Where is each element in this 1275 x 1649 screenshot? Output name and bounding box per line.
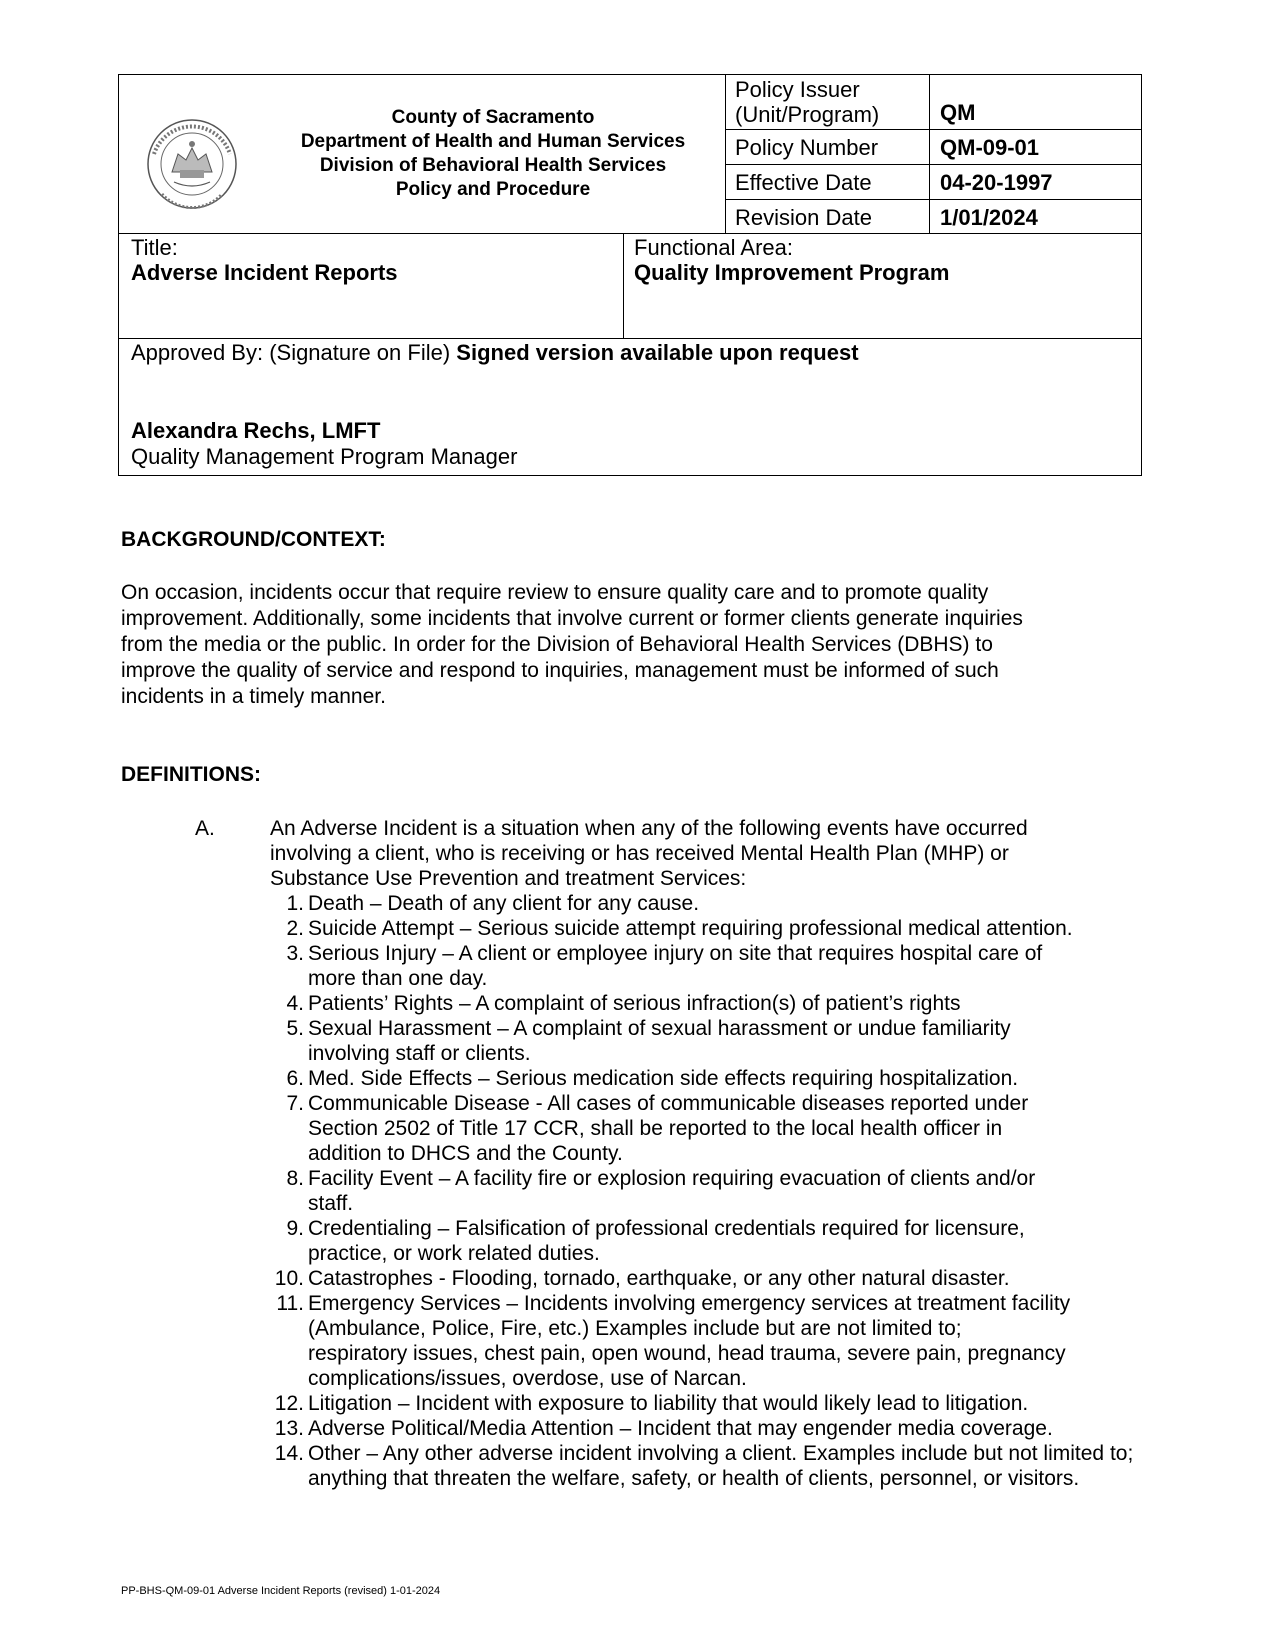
list-item-number: 10. — [274, 1267, 304, 1290]
list-item — [270, 1266, 1221, 1291]
table-divider — [929, 74, 930, 234]
intro-line: Substance Use Prevention and treatment Services: — [270, 867, 747, 890]
background-heading: BACKGROUND/CONTEXT: — [121, 528, 386, 551]
list-item — [270, 1291, 1221, 1391]
list-item-line: (Ambulance, Police, Fire, etc.) Examples include but are not limited to; — [308, 1317, 962, 1340]
definition-letter: A. — [195, 817, 215, 840]
list-item-line: Communicable Disease - All cases of communicable diseases reported under — [308, 1092, 1029, 1115]
definition-a — [121, 816, 1221, 1491]
functional-area-label: Functional Area: — [634, 235, 793, 260]
approved-by-line — [131, 340, 859, 365]
field-label-line: Policy Issuer — [735, 77, 860, 102]
list-item-line: Credentialing – Falsification of professional credentials required for licensure, — [308, 1217, 1025, 1240]
list-item-number: 12. — [274, 1392, 304, 1415]
list-item — [270, 941, 1221, 991]
list-item-number: 5. — [286, 1017, 304, 1040]
county-seal-icon — [146, 114, 238, 214]
list-item — [270, 991, 1221, 1016]
intro-line: involving a client, who is receiving or has received Mental Health Plan (MHP) or — [270, 842, 1009, 865]
paragraph-line: On occasion, incidents occur that require review to ensure quality care and to promote quality — [121, 581, 989, 604]
list-item-line: addition to DHCS and the County. — [308, 1142, 623, 1165]
table-border-bottom — [118, 475, 1142, 476]
list-item-line: staff. — [308, 1192, 354, 1215]
list-item — [270, 1066, 1221, 1091]
approved-by-note: Signed version available upon request — [456, 340, 859, 365]
list-item-line: Emergency Services – Incidents involving emergency services at treatment facility — [308, 1292, 1071, 1315]
list-item — [270, 1441, 1221, 1491]
org-line: Policy and Procedure — [395, 179, 591, 200]
list-item-line: Med. Side Effects – Serious medication side effects requiring hospitalization. — [308, 1067, 1019, 1090]
definition-intro — [270, 816, 1221, 891]
paragraph-line: improvement. Additionally, some incidents that involve current or former clients generate inquiries — [121, 607, 1023, 630]
intro-line: An Adverse Incident is a situation when any of the following events have occurred — [270, 817, 1028, 840]
list-item — [270, 1416, 1221, 1441]
field-label-policy-issuer — [735, 77, 879, 127]
list-item-number: 9. — [286, 1217, 304, 1240]
field-value-effective-date: 04-20-1997 — [940, 170, 1053, 195]
table-divider — [725, 129, 1142, 130]
paragraph-line: from the media or the public. In order for the Division of Behavioral Health Services (DBHS) to — [121, 633, 993, 656]
list-item-line: more than one day. — [308, 967, 488, 990]
list-item-number: 4. — [286, 992, 304, 1015]
list-item-line: anything that threaten the welfare, safety, or health of clients, personnel, or visitors. — [308, 1467, 1080, 1490]
table-border-top — [118, 74, 1142, 75]
list-item-number: 14. — [274, 1442, 304, 1465]
field-value-policy-issuer: QM — [940, 100, 976, 125]
table-border-right — [1141, 74, 1142, 476]
table-divider — [725, 74, 726, 234]
title-value: Adverse Incident Reports — [131, 260, 398, 285]
list-item — [270, 1391, 1221, 1416]
list-item-number: 7. — [286, 1092, 304, 1115]
list-item-number: 6. — [286, 1067, 304, 1090]
list-item-line: Serious Injury – A client or employee injury on site that requires hospital care of — [308, 942, 1043, 965]
field-label-revision-date: Revision Date — [735, 205, 872, 230]
list-item — [270, 1091, 1221, 1166]
list-item — [270, 1016, 1221, 1066]
list-item-number: 2. — [286, 917, 304, 940]
list-item-line: Section 2502 of Title 17 CCR, shall be reported to the local health officer in — [308, 1117, 1003, 1140]
list-item-line: complications/issues, overdose, use of Narcan. — [308, 1367, 747, 1390]
approved-by-label: Approved By: (Signature on File) — [131, 340, 451, 365]
list-item — [270, 916, 1221, 941]
list-item-number: 3. — [286, 942, 304, 965]
document-footer: PP-BHS-QM-09-01 Adverse Incident Reports (revised) 1-01-2024 — [121, 1585, 441, 1597]
table-border-left — [118, 74, 119, 476]
org-line: County of Sacramento — [391, 107, 595, 128]
list-item — [270, 1216, 1221, 1266]
paragraph-line: improve the quality of service and respond to inquiries, management must be informed of such — [121, 659, 999, 682]
incident-type-list — [270, 891, 1221, 1491]
field-label-effective-date: Effective Date — [735, 170, 872, 195]
list-item-line: Death – Death of any client for any cause. — [308, 892, 700, 915]
list-item-line: Suicide Attempt – Serious suicide attempt requiring professional medical attention. — [308, 917, 1073, 940]
paragraph-line: incidents in a timely manner. — [121, 685, 386, 708]
approver-name: Alexandra Rechs, LMFT — [131, 418, 381, 443]
functional-area-value: Quality Improvement Program — [634, 260, 950, 285]
table-divider — [623, 233, 624, 338]
list-item-line: involving staff or clients. — [308, 1042, 531, 1065]
list-item-number: 13. — [274, 1417, 304, 1440]
list-item-line: Catastrophes - Flooding, tornado, earthquake, or any other natural disaster. — [308, 1267, 1010, 1290]
list-item-line: Sexual Harassment – A complaint of sexual harassment or undue familiarity — [308, 1017, 1011, 1040]
table-divider — [725, 164, 1142, 165]
list-item-line: Other – Any other adverse incident involving a client. Examples include but not limited to; — [308, 1442, 1134, 1465]
definitions-heading: DEFINITIONS: — [121, 763, 261, 786]
list-item-number: 11. — [276, 1292, 304, 1315]
list-item-line: practice, or work related duties. — [308, 1242, 600, 1265]
list-item-number: 8. — [286, 1167, 304, 1190]
field-value-revision-date: 1/01/2024 — [940, 205, 1038, 230]
list-item-line: Patients’ Rights – A complaint of serious infraction(s) of patient’s rights — [308, 992, 961, 1015]
field-label-policy-number: Policy Number — [735, 135, 879, 160]
list-item-line: Facility Event – A facility fire or explosion requiring evacuation of clients and/or — [308, 1167, 1036, 1190]
field-label-line: (Unit/Program) — [735, 102, 880, 127]
table-divider — [118, 338, 1142, 339]
title-label: Title: — [131, 235, 178, 260]
list-item-number: 1. — [286, 892, 304, 915]
org-line: Department of Health and Human Services — [300, 131, 686, 152]
list-item-line: respiratory issues, chest pain, open wound, head trauma, severe pain, pregnancy — [308, 1342, 1066, 1365]
field-value-policy-number: QM-09-01 — [940, 135, 1040, 160]
list-item-line: Litigation – Incident with exposure to liability that would likely lead to litigation. — [308, 1392, 1029, 1415]
list-item-line: Adverse Political/Media Attention – Incident that may engender media coverage. — [308, 1417, 1053, 1440]
list-item — [270, 1166, 1221, 1216]
approver-title: Quality Management Program Manager — [131, 444, 518, 469]
table-divider — [725, 199, 1142, 200]
org-heading — [270, 106, 716, 202]
list-item — [270, 891, 1221, 916]
table-divider — [118, 233, 1142, 234]
definitions-list — [121, 816, 1221, 1491]
org-line: Division of Behavioral Health Services — [319, 155, 667, 176]
background-paragraph — [121, 580, 1161, 710]
